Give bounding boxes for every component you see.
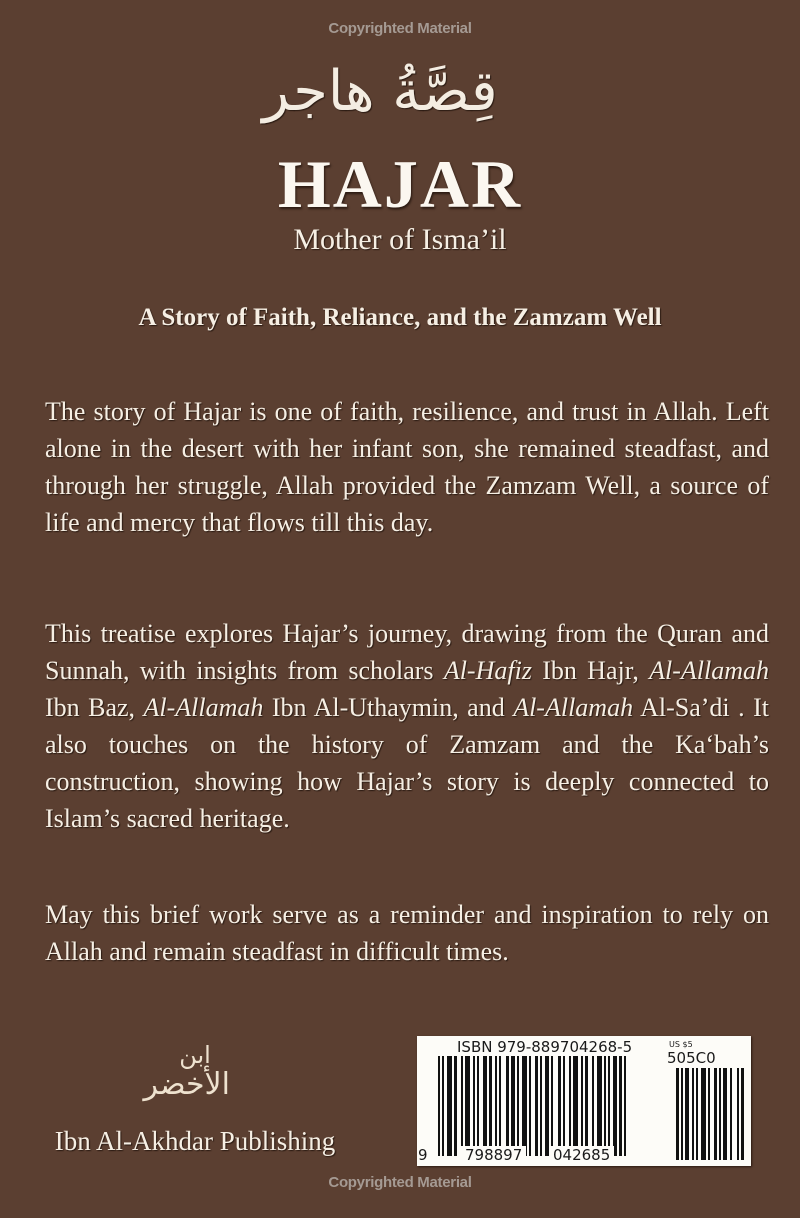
book-title: HAJAR [277,146,523,222]
price-code: 505C0 [667,1049,716,1067]
copyright-watermark-top: Copyrighted Material [328,20,472,37]
logo-text-line-2: الأخضر [143,1067,230,1102]
text-segment: Ibn Baz, [45,693,144,722]
isbn-barcode [417,1036,751,1166]
honorific-italic: Al-Allamah [649,656,769,685]
isbn-label: ISBN 979-889704268-5 [457,1038,633,1056]
blurb-paragraph-2 [45,615,769,837]
copyright-watermark-bottom: Copyrighted Material [328,1174,472,1191]
honorific-italic: Al-Hafiz [443,656,532,685]
arabic-calligraphy-title: قِصَّةُ هاجر [262,59,498,124]
blurb-paragraph-1: The story of Hajar is one of faith, resilience, and trust in Allah. Left alone in the desert with her infant son, she remained steadfast, and through her struggle, Allah provided the Zamzam Well, a source of life and mercy that flows till this day. [45,397,769,537]
barcode-digits-left: 798897 [461,1146,526,1164]
honorific-italic: Al-Allamah [513,693,634,722]
logo-text-line-1: ابن [179,1041,211,1069]
blurb-paragraph-3: May this brief work serve as a reminder and inspiration to rely on Allah and remain steadfast in difficult times. [45,900,769,966]
barcode-digits-right: 042685 [549,1146,614,1164]
publisher-logo-icon [143,1040,230,1116]
text-segment: Ibn Hajr, [531,656,650,685]
text-segment: Al-Sa’di . It also touches on the history of Zamzam and the Ka‘bah’s construction, showing how Hajar’s story is deeply connected to Islam’s sacred heritage. [45,693,769,833]
price-addon-bars-icon [676,1068,746,1160]
book-subtitle: Mother of Isma’il [293,223,507,256]
publisher-name: Ibn Al-Akhdar Publishing [54,1126,336,1156]
text-segment: Ibn Al-Uthaymin, and [263,693,514,722]
price-label: US $5 [669,1040,693,1049]
barcode-bars-icon [438,1056,638,1156]
text-segment: This treatise explores Hajar’s journey, drawing from the Quran and Sunnah, with insights from scholars [45,619,769,685]
barcode-digit-first: 9 [418,1146,428,1164]
honorific-italic: Al-Allamah [143,693,264,722]
book-tagline: A Story of Faith, Reliance, and the Zamzam Well [138,304,662,331]
